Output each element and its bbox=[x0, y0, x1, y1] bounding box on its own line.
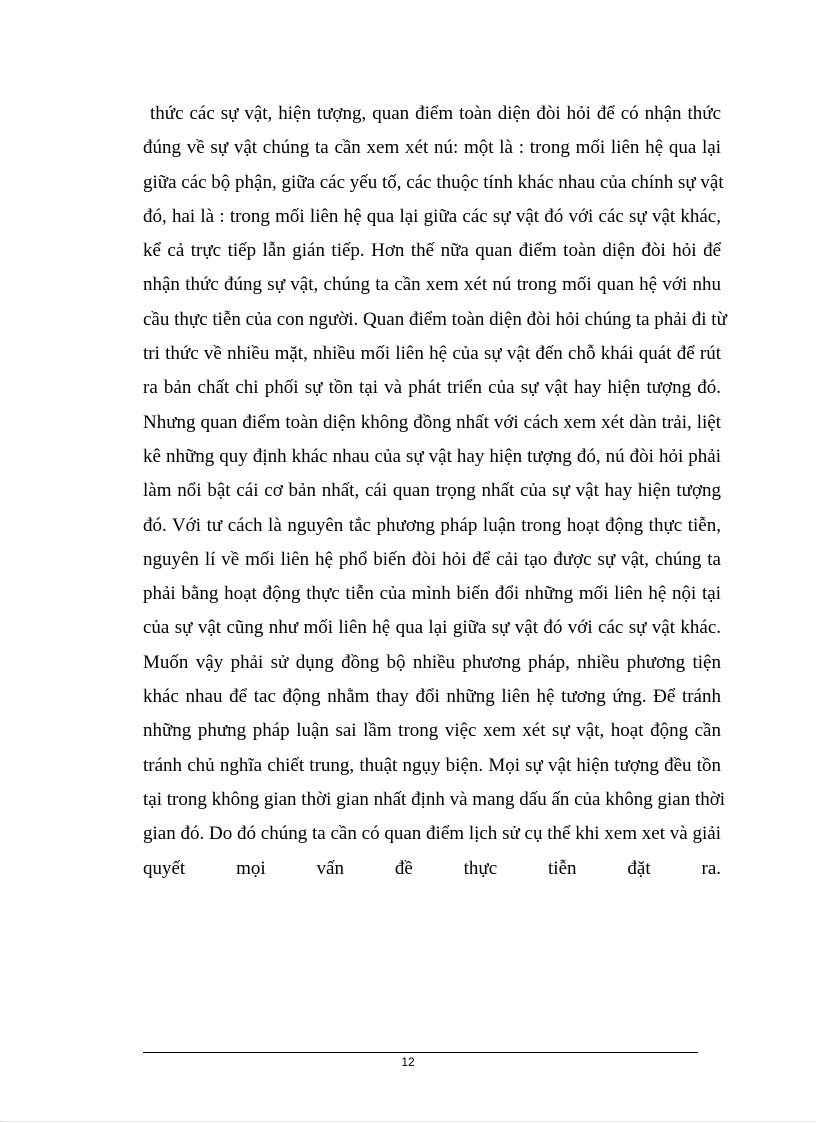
text-line: phải bằng hoạt động thực tiễn của mình biến đổi những mối liên hệ nội tại bbox=[143, 583, 721, 605]
text-line: gian đó. Do đó chúng ta cần có quan điểm lịch sử cụ thể khi xem xet và giải bbox=[143, 823, 721, 845]
text-line: khác nhau để tac động nhằm thay đổi những liên hệ tương ứng. Để tránh bbox=[143, 686, 721, 708]
text-line: của sự vật cũng như mối liên hệ qua lại giữa sự vật đó với các sự vật khác. bbox=[143, 617, 721, 639]
text-line: thức các sự vật, hiện tượng, quan điểm toàn diện đòi hỏi để có nhận thức bbox=[150, 103, 721, 124]
text-line: cầu thực tiễn của con người. Quan điểm toàn diện đòi hỏi chúng ta phải đi từ bbox=[143, 308, 727, 330]
text-line: làm nổi bật cái cơ bản nhất, cái quan trọng nhất của sự vật hay hiện tượng bbox=[143, 480, 721, 502]
text-line: đó. Với tư cách là nguyên tắc phương pháp luận trong hoạt động thực tiễn, bbox=[143, 514, 721, 536]
text-line: ra bản chất chi phối sự tồn tại và phát triển của sự vật hay hiện tượng đó. bbox=[143, 377, 721, 399]
text-line: kể cả trực tiếp lẫn gián tiếp. Hơn thế nữa quan điểm toàn diện đòi hỏi để bbox=[143, 240, 721, 262]
text-line: đúng về sự vật chúng ta cần xem xét nú: một là : trong mối liên hệ qua lại bbox=[143, 137, 721, 159]
body-paragraph bbox=[143, 97, 727, 886]
page-number: 12 bbox=[401, 1055, 415, 1069]
text-line: Nhưng quan điểm toàn diện không đồng nhất với cách xem xét dàn trải, liệt bbox=[143, 411, 721, 433]
footer-divider bbox=[143, 1052, 698, 1053]
text-line: Muốn vậy phải sử dụng đồng bộ nhiều phương pháp, nhiều phương tiện bbox=[143, 651, 721, 673]
text-line: nguyên lí về mối liên hệ phổ biến đòi hỏi để cải tạo được sự vật, chúng ta bbox=[143, 548, 721, 570]
text-line: giữa các bộ phận, giữa các yếu tố, các thuộc tính khác nhau của chính sự vật bbox=[143, 171, 724, 193]
text-line: tránh chủ nghĩa chiết trung, thuật ngụy biện. Mọi sự vật hiện tượng đều tồn bbox=[143, 754, 721, 776]
text-line: quyết mọi vấn đề thực tiễn đặt ra. bbox=[143, 857, 721, 879]
text-line: tại trong không gian thời gian nhất định và mang dấu ấn của không gian thời bbox=[143, 788, 726, 810]
page-bottom-edge bbox=[0, 1121, 816, 1122]
text-line: nhận thức đúng sự vật, chúng ta cần xem xét nú trong mối quan hệ với nhu bbox=[143, 274, 721, 296]
text-line: đó, hai là : trong mối liên hệ qua lại giữa các sự vật đó với các sự vật khác, bbox=[143, 205, 721, 227]
text-line: những phưng pháp luận sai lầm trong việc xem xét sự vật, hoạt động cần bbox=[143, 720, 721, 742]
text-line: kê những quy định khác nhau của sự vật hay hiện tượng đó, nú đòi hỏi phải bbox=[143, 445, 721, 467]
text-line: tri thức về nhiều mặt, nhiều mối liên hệ của sự vật đến chỗ khái quát để rút bbox=[143, 343, 721, 365]
